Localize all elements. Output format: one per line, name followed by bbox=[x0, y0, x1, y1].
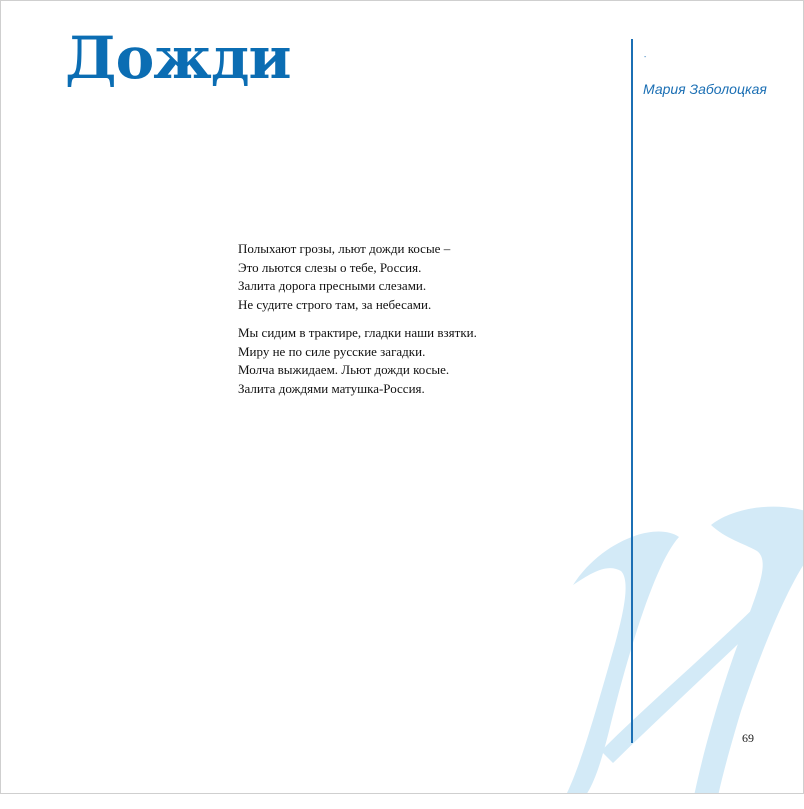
poem-line: Полыхают грозы, льют дожди косые – bbox=[238, 241, 451, 256]
page-number: 69 bbox=[742, 731, 754, 745]
stanza bbox=[238, 324, 477, 398]
poem-line: Миру не по силе русские загадки. bbox=[238, 343, 426, 359]
poem-line: Молча выжидаем. Льют дожди косые. bbox=[238, 362, 450, 377]
author-marker: - bbox=[644, 54, 647, 61]
author-name: Мария Заболоцкая bbox=[643, 81, 767, 97]
page-margin bbox=[0, 794, 804, 809]
decorative-letter-graphic bbox=[561, 501, 804, 794]
poem-line: Залита дорога пресными слезами. bbox=[238, 278, 427, 293]
poem-line: Мы сидим в трактире, гладки наши взятки. bbox=[238, 325, 477, 340]
vertical-divider bbox=[631, 39, 633, 743]
poem-body bbox=[238, 240, 477, 408]
poem-line: Залита дождями матушка-Россия. bbox=[238, 380, 425, 396]
poem-line: Не судите строго там, за небесами. bbox=[238, 296, 432, 312]
poem-title: Дожди bbox=[65, 24, 291, 92]
poem-line: Это льются слезы о тебе, Россия. bbox=[238, 259, 422, 275]
stanza bbox=[238, 240, 477, 314]
